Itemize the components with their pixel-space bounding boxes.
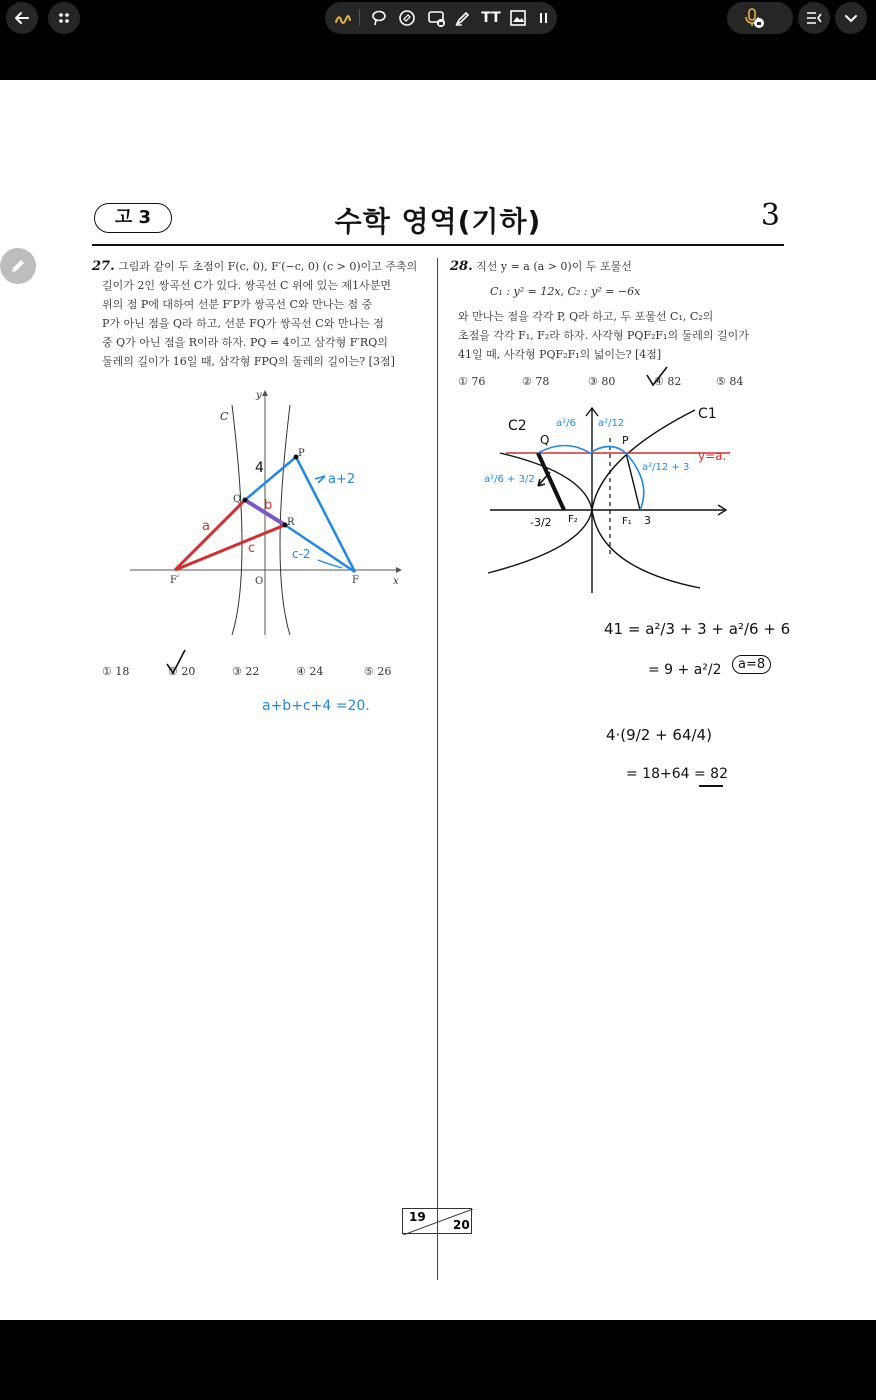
image-tool[interactable]	[506, 6, 530, 30]
document-page	[0, 80, 876, 1320]
q27-line: P가 아닌 점을 Q라 하고, 선분 FQ가 쌍곡선 C와 만나는 점	[102, 317, 384, 330]
choice-3[interactable]: ③ 22	[232, 665, 260, 678]
column-divider	[437, 258, 438, 1280]
sketch-f2-label: F₂	[568, 514, 578, 525]
choice-5[interactable]: ⑤ 26	[364, 665, 392, 678]
pen-icon	[333, 8, 353, 28]
sketch-left-top: a²/6	[556, 418, 576, 429]
sketch-three-label: 3	[644, 514, 651, 527]
pen-tool[interactable]	[331, 6, 355, 30]
label-q: Q	[233, 494, 242, 505]
y-axis-label: y	[256, 390, 262, 401]
sketch-right-side: a²/12 + 3	[642, 462, 690, 473]
collapse-button[interactable]	[835, 2, 867, 34]
hw-boxed-answer: a=8	[732, 655, 771, 674]
choice-2[interactable]: ② 78	[522, 375, 550, 388]
mic-button[interactable]	[743, 7, 767, 29]
label-r: R	[287, 517, 295, 528]
back-icon	[13, 9, 31, 27]
label-f: F	[352, 575, 359, 586]
sketch-neg-label: -3/2	[530, 516, 552, 529]
hw-work-line-3: 4·(9/2 + 64/4)	[606, 726, 712, 744]
parabola-c2	[488, 453, 592, 573]
point-q	[243, 498, 248, 503]
edit-button[interactable]	[0, 248, 36, 284]
hw-label-a: a	[202, 519, 210, 534]
choice-1[interactable]: ① 18	[102, 665, 130, 678]
sketch-line-label: y=a.	[698, 449, 727, 463]
segment-fprime-q	[175, 500, 245, 570]
list-icon	[805, 10, 823, 26]
question-28-text	[450, 257, 780, 364]
label-origin: O	[255, 576, 264, 587]
pen-tool-group	[325, 2, 557, 34]
pencil-icon	[9, 257, 27, 275]
chevron-down-icon	[843, 10, 859, 26]
q28-line: 41일 때, 사각형 PQF₂F₁의 넓이는? [4점]	[458, 348, 662, 361]
hw-work-line-2: = 9 + a²/2	[648, 662, 722, 678]
page-counter	[402, 1208, 472, 1234]
sketch-c1-label: C1	[698, 406, 717, 422]
checkmark-icon	[644, 365, 670, 389]
choice-2[interactable]: ② 20	[168, 665, 196, 678]
question-27-text	[92, 257, 432, 371]
divider	[359, 10, 360, 26]
page-number: 3	[760, 198, 780, 233]
mic-icon	[743, 7, 767, 29]
highlighter-icon	[454, 9, 472, 27]
lasso-tool[interactable]	[367, 6, 391, 30]
bottom-bar	[0, 1320, 876, 1400]
question-27-figure	[120, 380, 410, 650]
choice-4[interactable]: ④ 82	[654, 375, 682, 388]
segment-fprime-r	[175, 525, 285, 570]
segment-pq	[245, 457, 296, 500]
sketch-left-side: a²/6 + 3/2	[484, 474, 535, 485]
total-pages: 20	[453, 1218, 470, 1232]
header-rule	[92, 244, 784, 246]
q27-line: 중 Q가 아닌 점을 R이라 하자. PQ = 4이고 삼각형 F′RQ의	[102, 336, 388, 349]
q28-formula: C₁ : y² = 12x, C₂ : y² = −6x	[490, 285, 641, 298]
more-tool[interactable]	[532, 6, 556, 30]
q28-line: 직선 y = a (a > 0)이 두 포물선	[476, 260, 632, 273]
sketch-c2-label: C2	[508, 418, 527, 434]
grade-badge: 고 3	[94, 203, 172, 233]
locked-tool[interactable]	[425, 6, 449, 30]
curve-label: C	[220, 410, 229, 423]
question-28-number: 28.	[450, 259, 473, 274]
choice-1[interactable]: ① 76	[458, 375, 486, 388]
y-axis-arrow-icon	[262, 390, 268, 396]
hw-work-line-1: 41 = a²/3 + 3 + a²/6 + 6	[604, 620, 791, 638]
text-icon: TT	[481, 10, 501, 26]
question-27-choices	[102, 665, 422, 685]
exam-title: 수학 영역(기하)	[334, 205, 542, 238]
q28-line: 초점을 각각 F₁, F₂라 하자. 사각형 PQF₂F₁의 둘레의 길이가	[458, 329, 749, 342]
grid-icon	[57, 11, 71, 25]
list-button[interactable]	[798, 2, 830, 34]
voice-tool-group	[727, 2, 793, 34]
hw-underline	[699, 785, 723, 787]
lasso-icon	[370, 9, 388, 27]
x-axis-arrow-icon	[396, 567, 402, 573]
eraser-icon	[398, 9, 416, 27]
hw-q27-sum: a+b+c+4 =20.	[262, 698, 370, 714]
q28-line: 와 만나는 점을 각각 P, Q라 하고, 두 포물선 C₁, C₂의	[458, 310, 714, 323]
hw-work-line-4: = 18+64 = 82	[626, 766, 728, 782]
hyperbola-left-branch	[232, 405, 242, 635]
parabola-c1	[592, 410, 700, 588]
sketch-f1-label: F₁	[622, 516, 632, 527]
q27-line: 둘레의 길이가 16일 때, 삼각형 FPQ의 둘레의 길이는? [3점]	[102, 355, 395, 368]
current-page: 19	[409, 1210, 426, 1224]
q27-line: 그림과 같이 두 초점이 F(c, 0), F′(−c, 0) (c > 0)이고 주축의	[118, 260, 418, 273]
label-f-prime: F′	[170, 575, 180, 586]
sketch-q-label: Q	[540, 433, 550, 447]
hw-pq-length: 4	[255, 460, 264, 476]
hw-label-b: b	[264, 498, 273, 513]
text-tool[interactable]	[479, 6, 503, 30]
q27-line: 위의 점 P에 대하여 선분 F′P가 쌍곡선 C와 만나는 점 중	[102, 298, 373, 311]
locked-tool-icon	[427, 8, 447, 28]
hw-label-c: c	[248, 541, 256, 556]
question-27-number: 27.	[92, 259, 115, 274]
choice-4[interactable]: ④ 24	[296, 665, 324, 678]
choice-5[interactable]: ⑤ 84	[716, 375, 744, 388]
sketch-right-top: a²/12	[598, 418, 625, 429]
checkmark-icon	[164, 648, 188, 676]
more-icon	[538, 11, 550, 25]
question-28-choices	[458, 375, 778, 395]
label-p: P	[298, 448, 305, 459]
hw-rf-length: c-2	[292, 547, 311, 561]
top-toolbar	[0, 0, 876, 80]
eraser-tool[interactable]	[395, 6, 419, 30]
hw-arrow-icon	[315, 476, 325, 483]
question-28-sketch	[480, 398, 770, 598]
choice-3[interactable]: ③ 80	[588, 375, 616, 388]
hw-pf-length: a+2	[328, 472, 356, 487]
sketch-p-label: P	[622, 434, 629, 447]
back-button[interactable]	[6, 2, 38, 34]
image-icon	[509, 9, 527, 27]
q27-line: 길이가 2인 쌍곡선 C가 있다. 쌍곡선 C 위에 있는 제1사분면	[102, 279, 391, 292]
highlighter-tool[interactable]	[451, 6, 475, 30]
x-axis-label: x	[393, 576, 399, 587]
hw-arcs	[538, 446, 626, 454]
grid-button[interactable]	[48, 2, 80, 34]
